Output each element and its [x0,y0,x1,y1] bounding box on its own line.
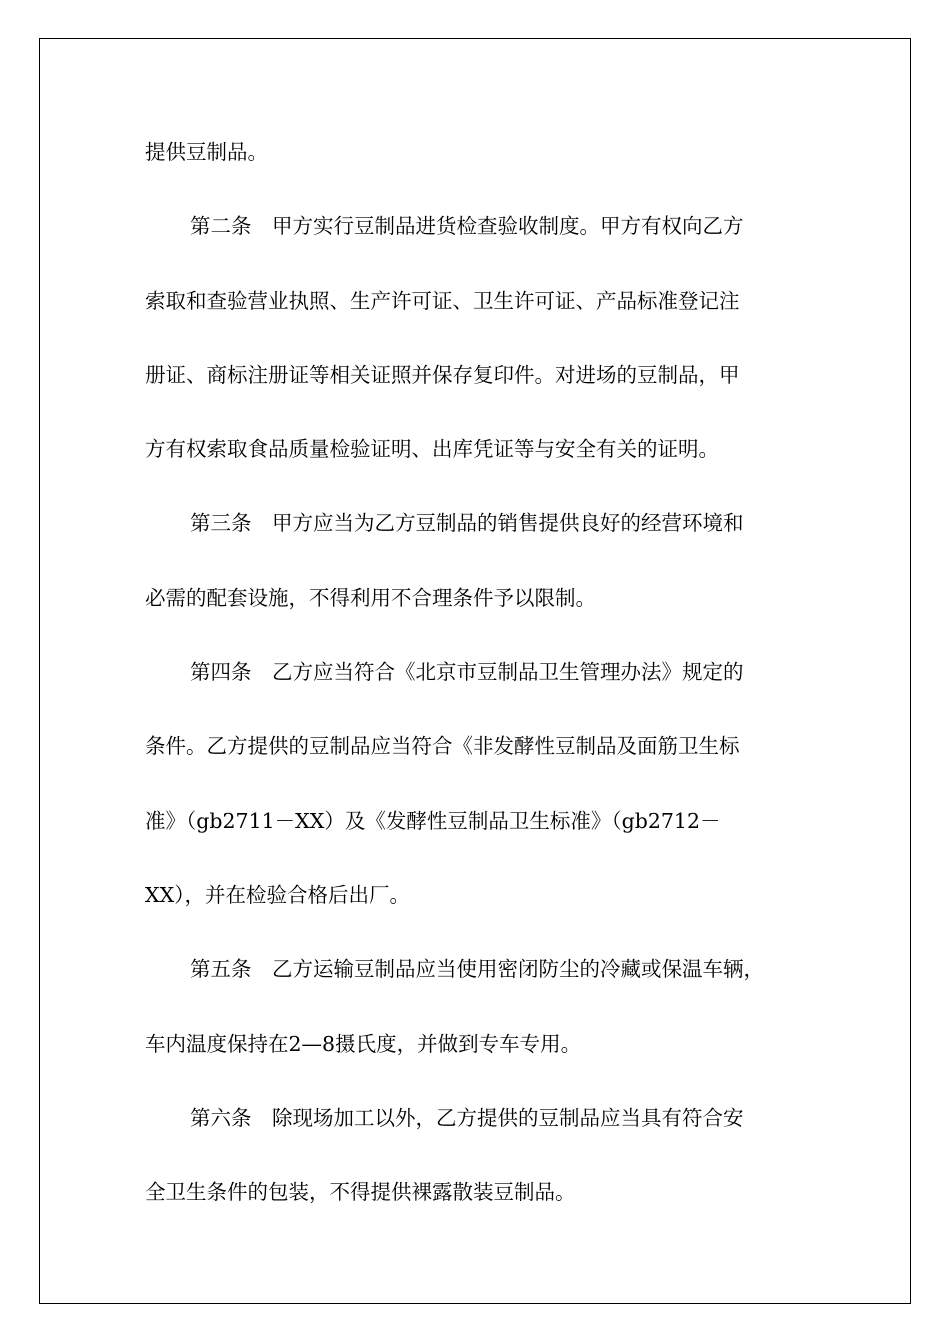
document-body [145,115,815,1229]
text-line: 全卫生条件的包装，不得提供裸露散装豆制品。 [145,1180,576,1205]
text-line: XX），并在检验合格后出厂。 [145,882,410,907]
text-line: 必需的配套设施，不得利用不合理条件予以限制。 [145,585,596,610]
text-line: 车内温度保持在2—8摄氏度，并做到专车专用。 [145,1031,582,1056]
text-line: 提供豆制品。 [145,140,268,164]
article-6-line: 第六条 除现场加工以外，乙方提供的豆制品应当具有符合安 [190,1105,744,1130]
article-3-line: 第三条 甲方应当为乙方豆制品的销售提供良好的经营环境和 [190,511,744,536]
article-4-line: 第四条 乙方应当符合《北京市豆制品卫生管理办法》规定的 [190,660,744,685]
text-line: 条件。乙方提供的豆制品应当符合《非发酵性豆制品及面筋卫生标 [145,734,740,759]
text-line: 方有权索取食品质量检验证明、出库凭证等与安全有关的证明。 [145,437,719,462]
article-5-line: 第五条 乙方运输豆制品应当使用密闭防尘的冷藏或保温车辆， [190,957,764,982]
text-line: 准》（gb2711－XX）及《发酵性豆制品卫生标准》（gb2712－ [145,808,721,833]
article-2-line: 第二条 甲方实行豆制品进货检查验收制度。甲方有权向乙方 [190,214,744,239]
text-line: 索取和查验营业执照、生产许可证、卫生许可证、产品标准登记注 [145,288,740,313]
text-line: 册证、商标注册证等相关证照并保存复印件。对进场的豆制品，甲 [145,362,740,387]
